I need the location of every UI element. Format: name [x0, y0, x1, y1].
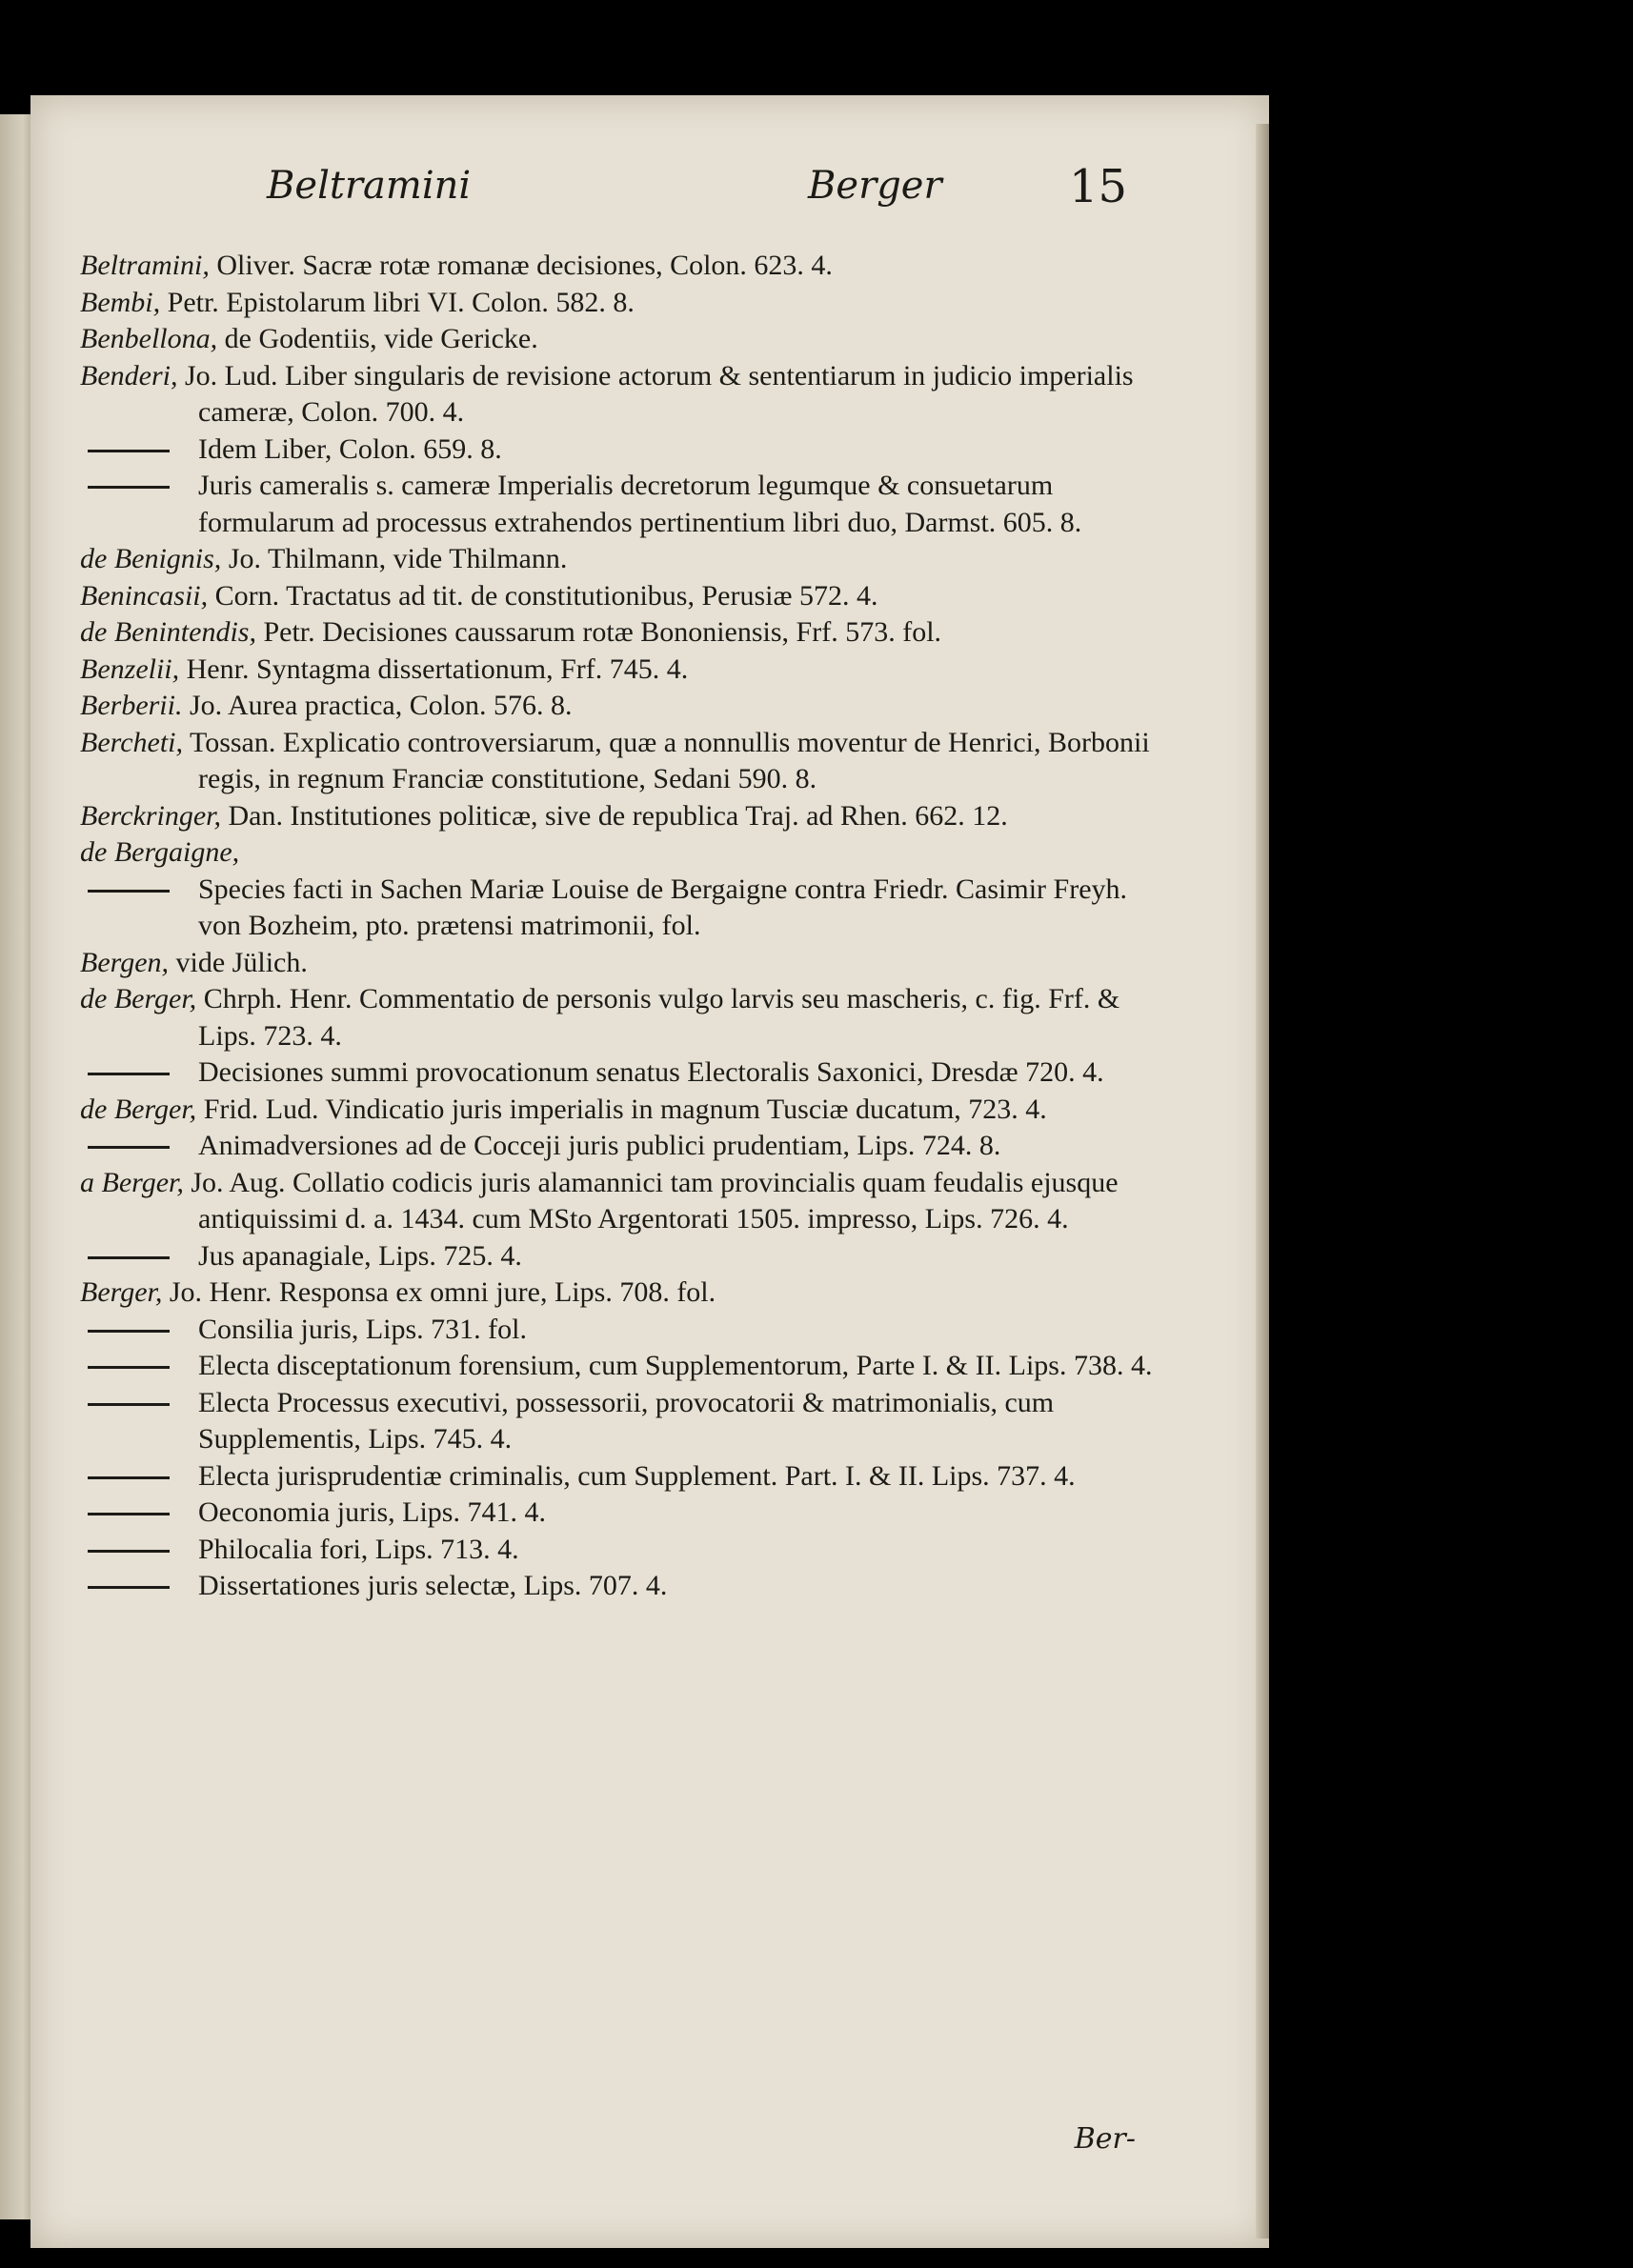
author-name: Benderi, [80, 359, 178, 391]
author-name: Bercheti, [80, 726, 184, 758]
running-head-left: Beltramini [267, 164, 472, 208]
entry-text: Petr. Epistolarum libri VI. Colon. 582. 8. [160, 286, 635, 318]
continuation-entry [80, 1458, 1166, 1495]
author-name: Benzelii, [80, 652, 180, 685]
entry-text: Species facti in Sachen Mariæ Louise de Bergaigne contra Friedr. Casimir Freyh. von Bozheim, pto. prætensi matrimonii, fol. [198, 873, 1128, 941]
running-header [30, 160, 1269, 231]
entry-text: Petr. Decisiones caussarum rotæ Bononiensis, Frf. 573. fol. [255, 616, 942, 648]
book-page [30, 95, 1269, 2248]
entry-text: Electa disceptationum forensium, cum Supplementorum, Parte I. & II. Lips. 738. 4. [198, 1350, 1153, 1381]
bibliography-entry [80, 541, 1166, 578]
bibliography-entry [80, 358, 1166, 432]
continuation-entry [80, 1054, 1166, 1092]
entry-text: Chrph. Henr. Commentatio de personis vulgo larvis seu mascheris, c. fig. Frf. & Lips. 723. 4. [196, 983, 1120, 1052]
author-name: de Berger, [80, 983, 197, 1014]
author-name: Bergen, [80, 946, 170, 978]
author-name: Berckringer, [80, 799, 222, 832]
bibliography-entry [80, 652, 1166, 689]
continuation-entry [80, 1312, 1166, 1349]
entry-text: Dan. Institutiones politicæ, sive de republica Traj. ad Rhen. 662. 12. [221, 799, 1008, 832]
entry-text: vide Jülich. [169, 946, 308, 978]
entry-text: Animadversiones ad de Cocceji juris publici prudentiam, Lips. 724. 8. [198, 1130, 1001, 1161]
entry-text: Jo. Aug. Collatio codicis juris alamannici tam provincialis quam feudalis ejusque antiquissimi d. a. 1434. cum MSto Argentorati 1505. impresso, Lips. 726. 4. [183, 1166, 1119, 1234]
continuation-entry [80, 1238, 1166, 1275]
bibliography-entry [80, 688, 1166, 725]
bibliography-entry [80, 798, 1166, 835]
continuation-entry [80, 468, 1166, 541]
entry-text: Electa jurisprudentiæ criminalis, cum Supplement. Part. I. & II. Lips. 737. 4. [198, 1459, 1076, 1492]
author-name: de Benintendis, [80, 616, 256, 648]
continuation-entry [80, 1568, 1166, 1605]
entry-text: Jo. Henr. Responsa ex omni jure, Lips. 708. fol. [162, 1276, 716, 1308]
continuation-entry [80, 1495, 1166, 1532]
bibliography-entry [80, 945, 1166, 982]
bibliography-entry [80, 578, 1166, 615]
author-name: Berger, [80, 1276, 163, 1308]
author-name: Berberii. [80, 690, 183, 721]
entry-text: Jo. Aurea practica, Colon. 576. 8. [182, 690, 573, 721]
bibliography-entry [80, 248, 1166, 285]
bibliography-entry [80, 1092, 1166, 1129]
author-name: de Benignis, [80, 543, 222, 574]
entry-text: Jus apanagiale, Lips. 725. 4. [198, 1239, 522, 1272]
author-name: Bembi, [80, 286, 161, 318]
bibliography-entry [80, 285, 1166, 322]
author-name: Benbellona, [80, 323, 218, 354]
entry-text: Henr. Syntagma dissertationum, Frf. 745. 4. [179, 652, 689, 685]
entry-text: Idem Liber, Colon. 659. 8. [198, 432, 502, 465]
entry-text: Jo. Thilmann, vide Thilmann. [221, 543, 568, 574]
bibliography-entry [80, 321, 1166, 358]
entry-text: Philocalia fori, Lips. 713. 4. [198, 1533, 519, 1565]
entry-text: Oliver. Sacræ rotæ romanæ decisiones, Colon. 623. 4. [209, 250, 833, 281]
entry-text: de Godentiis, vide Gericke. [217, 323, 538, 354]
continuation-entry [80, 872, 1166, 945]
entry-text: Electa Processus executivi, possessorii, provocatorii & matrimonialis, cum Supplementis, Lips. 745. 4. [198, 1386, 1055, 1455]
bibliography-entry [80, 834, 1166, 872]
continuation-entry [80, 1128, 1166, 1165]
continuation-entry [80, 1348, 1166, 1385]
page-number: 15 [1069, 160, 1128, 213]
entry-text: Tossan. Explicatio controversiarum, quæ a nonnullis moventur de Henrici, Borbonii regis, in regnum Franciæ constitutione, Sedani 590. 8. [183, 726, 1150, 794]
entry-text: Corn. Tractatus ad tit. de constitutionibus, Perusiæ 572. 4. [208, 579, 878, 612]
continuation-entry [80, 432, 1166, 469]
entry-text: Frid. Lud. Vindicatio juris imperialis in magnum Tusciæ ducatum, 723. 4. [196, 1093, 1047, 1125]
author-name: de Bergaigne, [80, 836, 240, 868]
entry-text: Consilia juris, Lips. 731. fol. [198, 1313, 527, 1345]
entry-text: Jo. Lud. Liber singularis de revisione actorum & sententiarum in judicio imperialis cameræ, Colon. 700. 4. [177, 359, 1134, 428]
author-name: a Berger, [80, 1166, 184, 1198]
catchword: Ber- [1074, 2122, 1136, 2156]
bibliography-entry [80, 1165, 1166, 1238]
entry-text: Decisiones summi provocationum senatus Electoralis Saxonici, Dresdæ 720. 4. [198, 1056, 1104, 1088]
author-name: Beltramini, [80, 250, 210, 281]
continuation-entry [80, 1385, 1166, 1458]
entry-text: Dissertationes juris selectæ, Lips. 707. 4. [198, 1570, 668, 1601]
continuation-entry [80, 1532, 1166, 1569]
bibliography-entry [80, 725, 1166, 798]
author-name: de Berger, [80, 1093, 197, 1125]
page-edge-shadow [1256, 124, 1269, 2238]
author-name: Benincasii, [80, 579, 209, 612]
entry-text: Juris cameralis s. cameræ Imperialis decretorum legumque & consuetarum formularum ad processus extrahendos pertinentium libri duo, Darmst. 605. 8. [198, 470, 1082, 538]
entry-text: Oeconomia juris, Lips. 741. 4. [198, 1496, 546, 1528]
bibliography-entries [80, 248, 1166, 1605]
bibliography-entry [80, 614, 1166, 652]
bibliography-entry [80, 981, 1166, 1054]
bibliography-entry [80, 1274, 1166, 1312]
running-head-center: Berger [808, 164, 942, 208]
